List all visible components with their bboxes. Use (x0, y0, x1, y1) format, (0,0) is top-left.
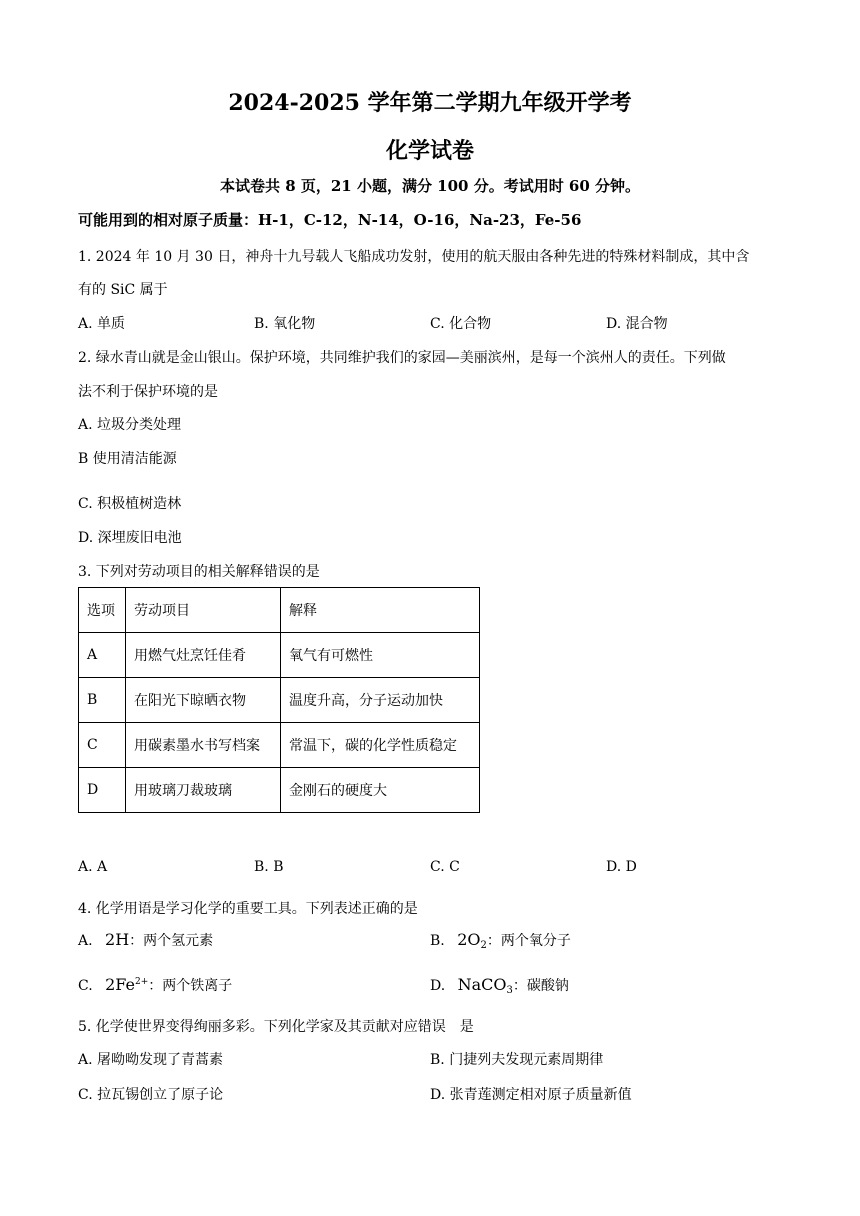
q4-option-a (78, 930, 213, 950)
q3-option-a: A. A (78, 859, 108, 875)
q2-stem-line1: 2. 绿水青山就是金山银山。保护环境，共同维护我们的家园—美丽滨州，是每一个滨州人的责任。下列做 (78, 350, 726, 366)
table-cell: 氧气有可燃性 (281, 633, 480, 678)
q4-option-b-subscript: 2 (480, 940, 487, 951)
q3-option-d: D. D (606, 859, 637, 875)
q3-stem: 3. 下列对劳动项目的相关解释错误的是 (78, 564, 320, 580)
exam-note: 本试卷共 8 页，21 小题，满分 100 分。考试用时 60 分钟。 (219, 177, 641, 195)
q3-option-c: C. C (430, 859, 460, 875)
q5-option-a: A. 屠呦呦发现了青蒿素 (78, 1052, 224, 1068)
q4-option-d-desc: ：碳酸钠 (512, 978, 569, 994)
table-cell: 用碳素墨水书写档案 (126, 723, 281, 768)
table-cell: B (79, 678, 126, 723)
q4-option-b-label: B. (430, 933, 445, 949)
table-cell: D (79, 768, 126, 813)
table-header-cell: 劳动项目 (126, 588, 281, 633)
q5-stem: 5. 化学使世界变得绚丽多彩。下列化学家及其贡献对应错误 是 (78, 1019, 474, 1035)
q2-option-b: B 使用清洁能源 (78, 451, 177, 467)
q4-option-a-label: A. (78, 933, 93, 949)
q2-option-a: A. 垃圾分类处理 (78, 417, 182, 433)
q2-option-d: D. 深埋废旧电池 (78, 530, 182, 546)
q4-option-d (430, 975, 569, 996)
q4-option-d-subscript: 3 (506, 985, 513, 996)
table-cell: 常温下，碳的化学性质稳定 (281, 723, 480, 768)
q1-stem-line1: 1. 2024 年 10 月 30 日，神舟十九号载人飞船成功发射，使用的航天服由各种先进的特殊材料制成，其中含 (78, 249, 750, 265)
table-cell: 金刚石的硬度大 (281, 768, 480, 813)
q5-option-c: C. 拉瓦锡创立了原子论 (78, 1087, 224, 1103)
table-header-cell: 解释 (281, 588, 480, 633)
exam-title: 2024-2025 学年第二学期九年级开学考 (228, 90, 632, 116)
q4-option-d-label: D. (430, 978, 446, 994)
table-cell: 在阳光下晾晒衣物 (126, 678, 281, 723)
table-header-row (79, 588, 480, 633)
q4-option-c-label: C. (78, 978, 93, 994)
q4-option-b-desc: ：两个氧分子 (486, 933, 571, 949)
table-cell: A (79, 633, 126, 678)
q1-option-d: D. 混合物 (606, 316, 668, 332)
q3-table (78, 587, 480, 813)
table-row (79, 678, 480, 723)
q4-option-a-formula: 2H (105, 930, 130, 949)
q4-option-c-desc: ：两个铁离子 (148, 978, 233, 994)
q4-option-a-desc: ：两个氢元素 (129, 933, 214, 949)
table-row (79, 723, 480, 768)
q4-option-b-formula: 2O (457, 930, 481, 949)
q5-option-b: B. 门捷列夫发现元素周期律 (430, 1052, 604, 1068)
table-cell: 温度升高，分子运动加快 (281, 678, 480, 723)
q4-option-c-superscript: 2+ (135, 977, 149, 987)
table-header-cell: 选项 (79, 588, 126, 633)
q3-option-b: B. B (254, 859, 284, 875)
q4-stem: 4. 化学用语是学习化学的重要工具。下列表述正确的是 (78, 901, 418, 917)
q4-option-d-formula: NaCO (457, 975, 507, 994)
table-cell: 用玻璃刀裁玻璃 (126, 768, 281, 813)
q1-option-c: C. 化合物 (430, 316, 492, 332)
atomic-masses: 可能用到的相对原子质量：H-1，C-12，N-14，O-16，Na-23，Fe-56 (78, 211, 582, 229)
table-row (79, 768, 480, 813)
q2-stem-line2: 法不利于保护环境的是 (78, 384, 218, 400)
q5-option-d: D. 张青莲测定相对原子质量新值 (430, 1087, 632, 1103)
q1-option-b: B. 氧化物 (254, 316, 316, 332)
q4-option-c (78, 975, 232, 995)
table-cell: 用燃气灶烹饪佳肴 (126, 633, 281, 678)
table-row (79, 633, 480, 678)
table-cell: C (79, 723, 126, 768)
q4-option-c-formula: 2Fe (105, 975, 135, 994)
q2-option-c: C. 积极植树造林 (78, 496, 182, 512)
q1-option-a: A. 单质 (78, 316, 126, 332)
q4-option-b (430, 930, 571, 951)
exam-subtitle: 化学试卷 (385, 138, 474, 164)
q1-stem-line2: 有的 SiC 属于 (78, 282, 168, 298)
